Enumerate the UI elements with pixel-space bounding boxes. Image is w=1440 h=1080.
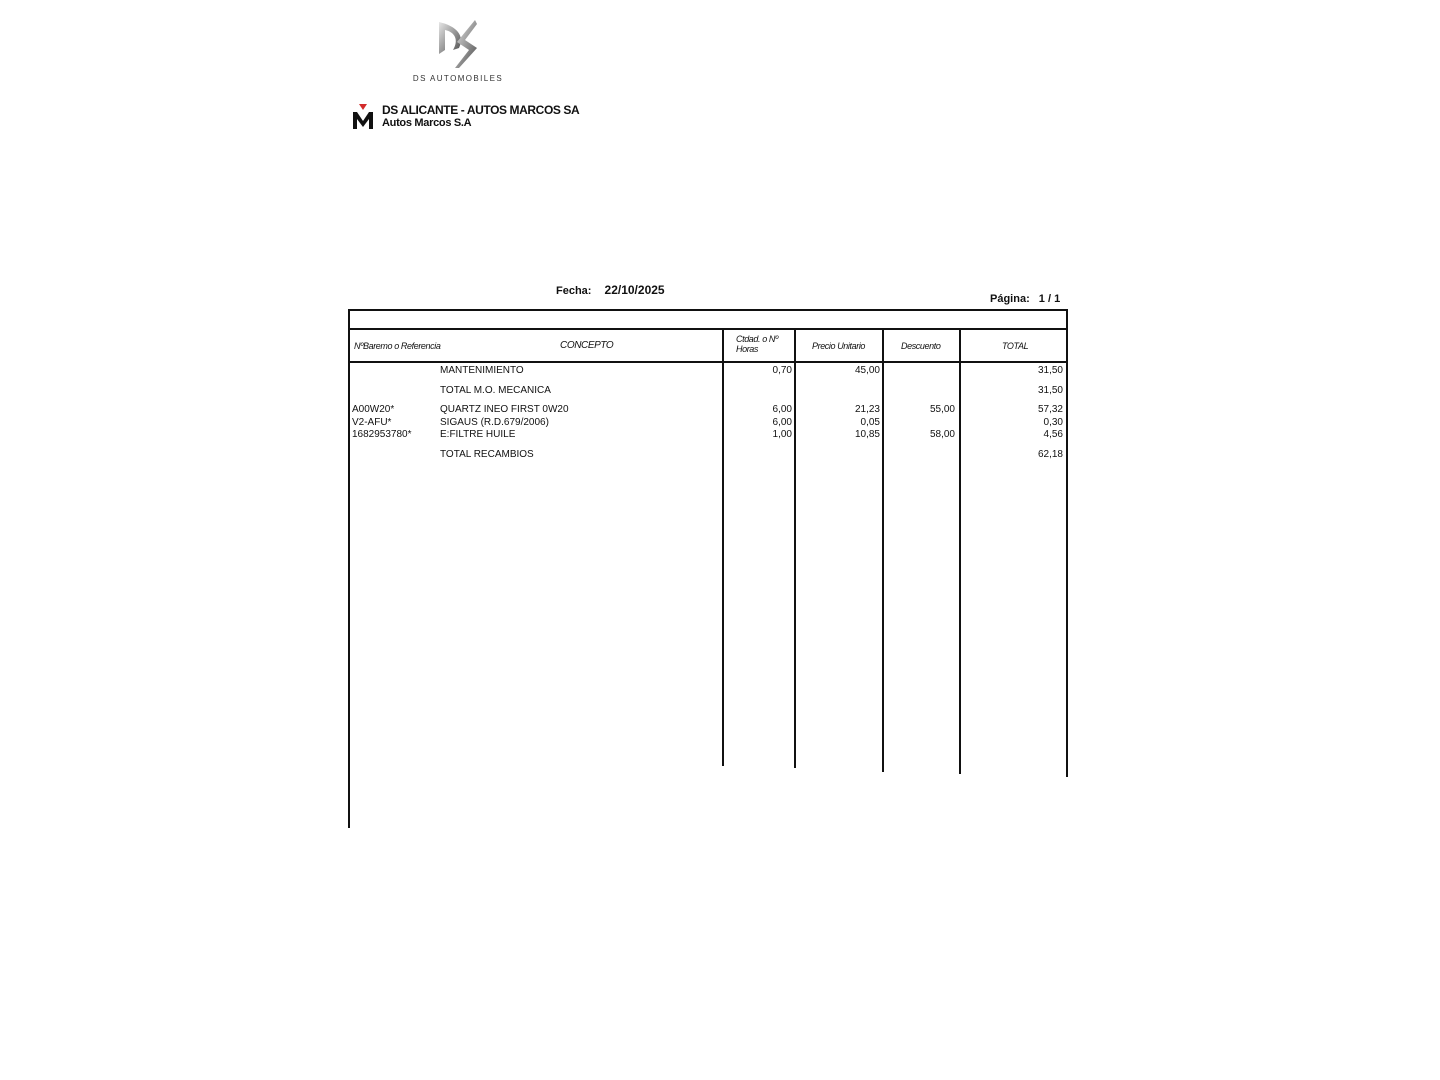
row-total: 31,50 bbox=[1037, 385, 1063, 396]
header-cantidad-line2: Horas bbox=[736, 344, 759, 354]
brand-name: DS AUTOMOBILES bbox=[412, 74, 504, 83]
ds-automobiles-logo bbox=[408, 18, 508, 83]
row-total: 4,56 bbox=[1043, 429, 1063, 440]
row-descuento: 55,00 bbox=[929, 404, 955, 415]
row-cantidad: 0,70 bbox=[772, 365, 792, 376]
column-divider-cantidad bbox=[722, 328, 724, 766]
row-cantidad: 6,00 bbox=[772, 417, 792, 428]
row-concepto: TOTAL RECAMBIOS bbox=[440, 449, 534, 460]
row-ref: V2-AFU* bbox=[352, 417, 392, 428]
header-concepto: CONCEPTO bbox=[560, 340, 614, 351]
header-cantidad bbox=[736, 334, 778, 354]
row-total: 31,50 bbox=[1037, 365, 1063, 376]
fecha bbox=[556, 283, 665, 297]
header-descuento: Descuento bbox=[901, 341, 941, 351]
row-concepto: MANTENIMIENTO bbox=[440, 365, 524, 376]
row-total: 0,30 bbox=[1043, 417, 1063, 428]
autos-marcos-logo-icon bbox=[352, 104, 374, 130]
row-concepto: SIGAUS (R.D.679/2006) bbox=[440, 417, 549, 428]
table-left-border bbox=[348, 309, 350, 828]
header-total: TOTAL bbox=[1002, 341, 1029, 351]
row-precio: 10,85 bbox=[854, 429, 880, 440]
row-descuento: 58,00 bbox=[929, 429, 955, 440]
pagina-value: 1 / 1 bbox=[1038, 293, 1061, 305]
column-divider-descuento bbox=[882, 328, 884, 772]
column-divider-precio bbox=[794, 328, 796, 768]
row-concepto: TOTAL M.O. MECANICA bbox=[440, 385, 551, 396]
row-total: 57,32 bbox=[1037, 404, 1063, 415]
pagina-label: Página: bbox=[990, 293, 1030, 305]
column-divider-total bbox=[959, 328, 961, 774]
row-concepto: QUARTZ INEO FIRST 0W20 bbox=[440, 404, 569, 415]
header-referencia: NºBaremo o Referencia bbox=[354, 341, 441, 351]
fecha-value: 22/10/2025 bbox=[604, 283, 665, 297]
row-ref: 1682953780* bbox=[352, 429, 412, 440]
row-cantidad: 6,00 bbox=[772, 404, 792, 415]
dealer-subname: Autos Marcos S.A bbox=[382, 117, 472, 129]
pagina bbox=[990, 293, 1060, 305]
table-right-border bbox=[1066, 309, 1068, 777]
ds-logo-icon bbox=[435, 18, 481, 70]
row-ref: A00W20* bbox=[352, 404, 395, 415]
header-cantidad-line1: Ctdad. o Nº bbox=[736, 334, 778, 344]
dealer-header bbox=[352, 104, 579, 130]
fecha-label: Fecha: bbox=[556, 285, 592, 297]
row-precio: 21,23 bbox=[854, 404, 880, 415]
row-total: 62,18 bbox=[1037, 449, 1063, 460]
row-precio: 0,05 bbox=[860, 417, 880, 428]
row-concepto: E:FILTRE HUILE bbox=[440, 429, 516, 440]
header-precio: Precio Unitario bbox=[812, 341, 866, 351]
table-top-border bbox=[348, 309, 1068, 311]
dealer-name: DS ALICANTE - AUTOS MARCOS SA bbox=[382, 103, 580, 117]
row-cantidad: 1,00 bbox=[772, 429, 792, 440]
row-precio: 45,00 bbox=[854, 365, 880, 376]
